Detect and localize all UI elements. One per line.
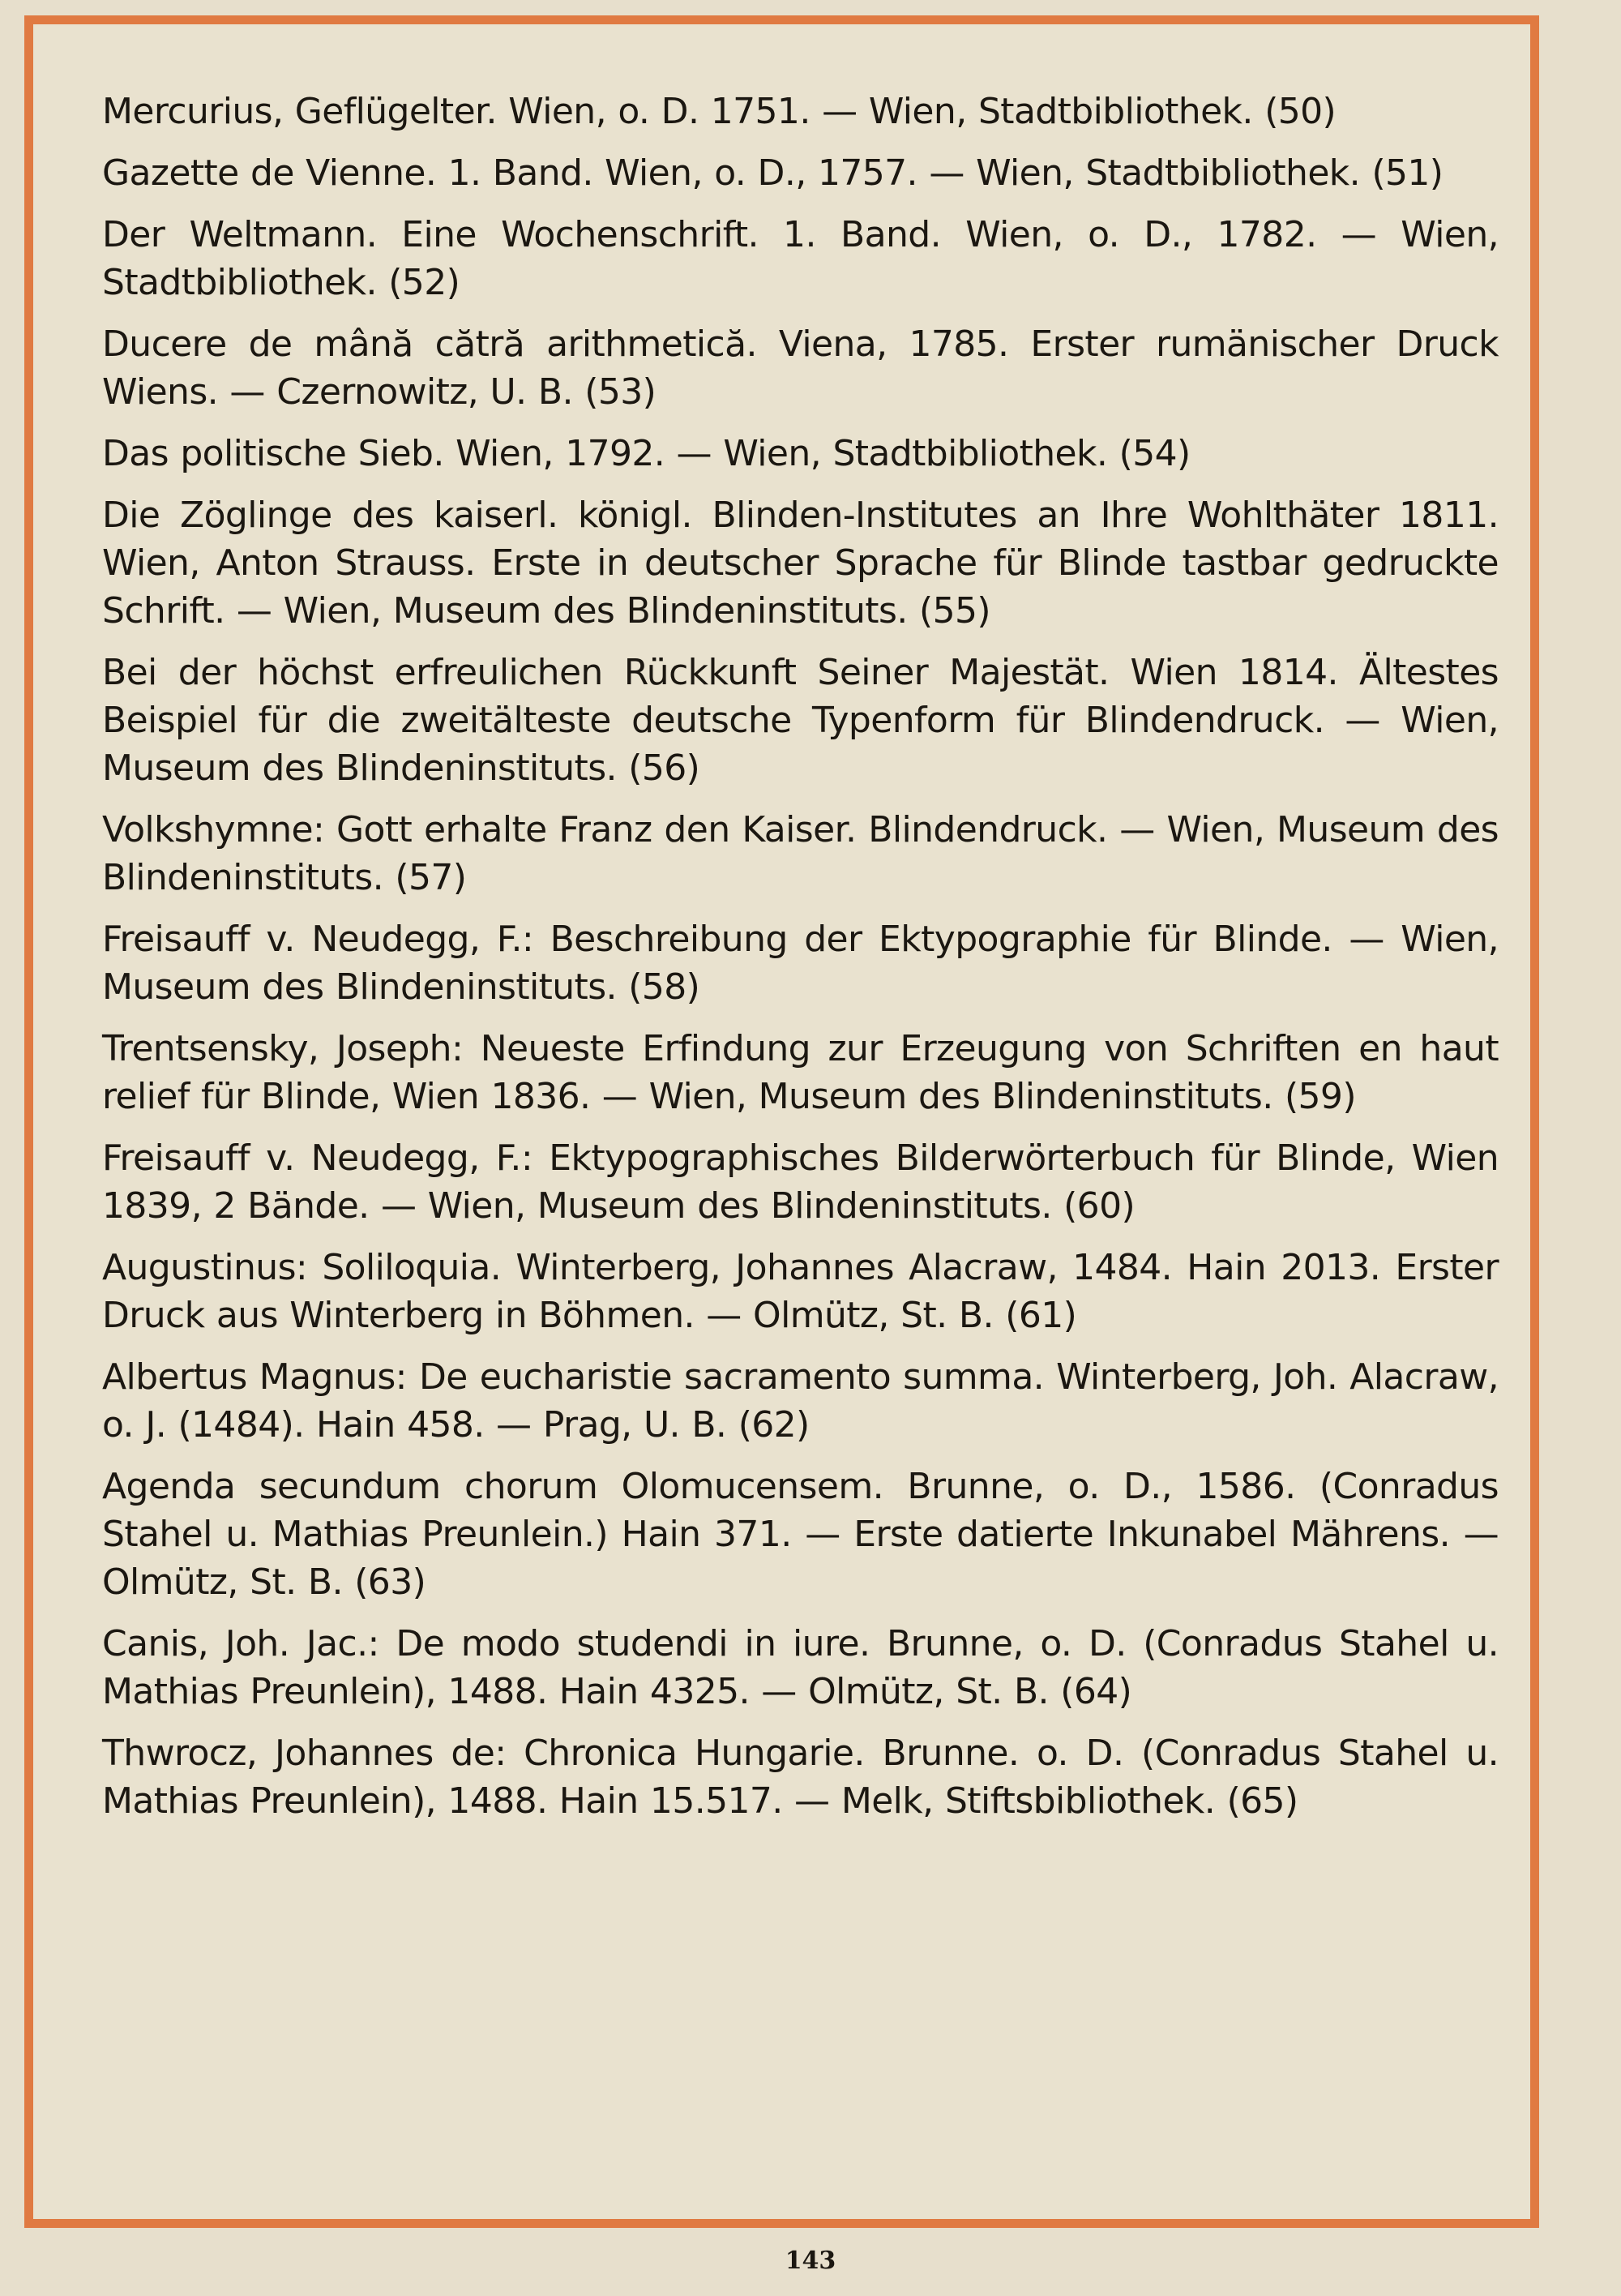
- catalog-entry: Thwrocz, Johannes de: Chronica Hungarie. Brunne. o. D. (Conradus Stahel u. Mathias Preunlein), 1488. Hain 15.517. — Melk, Stiftsbibliothek. (65): [102, 1733, 1499, 1822]
- catalog-entry: Die Zöglinge des kaiserl. königl. Blinden-Institutes an Ihre Wohlthäter 1811. Wien, Anton Strauss. Erste in deutscher Sprache für Blinde tastbar gedruckte Schrift. — Wien, Museum des Blindeninstituts. (55): [102, 495, 1499, 632]
- catalog-entry: Bei der höchst erfreulichen Rückkunft Seiner Majestät. Wien 1814. Ältestes Beispiel für die zweitälteste deutsche Typenform für Blindendruck. — Wien, Museum des Blindeninstituts. (56): [102, 652, 1499, 789]
- catalog-entry: Gazette de Vienne. 1. Band. Wien, o. D., 1757. — Wien, Stadtbibliothek. (51): [102, 152, 1444, 194]
- catalog-entry: Der Weltmann. Eine Wochenschrift. 1. Band. Wien, o. D., 1782. — Wien, Stadtbibliothek. (52): [102, 214, 1499, 303]
- page-number: 143: [785, 2247, 836, 2275]
- page-frame: [24, 15, 1539, 2228]
- catalog-entry: Canis, Joh. Jac.: De modo studendi in iure. Brunne, o. D. (Conradus Stahel u. Mathias Preunlein), 1488. Hain 4325. — Olmütz, St. B. (64): [102, 1623, 1499, 1712]
- catalog-entry: Freisauff v. Neudegg, F.: Beschreibung der Ektypographie für Blinde. — Wien, Museum des Blindeninstituts. (58): [102, 919, 1499, 1008]
- catalog-entry: Ducere de mână cătră arithmetică. Viena, 1785. Erster rumänischer Druck Wiens. — Czernowitz, U. B. (53): [102, 323, 1499, 413]
- catalog-entry: Augustinus: Soliloquia. Winterberg, Johannes Alacraw, 1484. Hain 2013. Erster Druck aus Winterberg in Böhmen. — Olmütz, St. B. (61): [102, 1247, 1499, 1336]
- catalog-entry: Volkshymne: Gott erhalte Franz den Kaiser. Blindendruck. — Wien, Museum des Blindeninstituts. (57): [102, 809, 1499, 898]
- catalog-entry: Albertus Magnus: De eucharistie sacramento summa. Winterberg, Joh. Alacraw, o. J. (1484). Hain 458. — Prag, U. B. (62): [102, 1356, 1499, 1446]
- catalog-entry: Agenda secundum chorum Olomucensem. Brunne, o. D., 1586. (Conradus Stahel u. Mathias Preunlein.) Hain 371. — Erste datierte Inkunabel Mährens. — Olmütz, St. B. (63): [102, 1466, 1499, 1603]
- catalog-entry: Das politische Sieb. Wien, 1792. — Wien, Stadtbibliothek. (54): [102, 433, 1191, 474]
- catalog-entries: [102, 88, 1499, 1839]
- catalog-entry: Mercurius, Geflügelter. Wien, o. D. 1751. — Wien, Stadtbibliothek. (50): [102, 91, 1337, 132]
- catalog-entry: Freisauff v. Neudegg, F.: Ektypographisches Bilderwörterbuch für Blinde, Wien 1839, 2 Bände. — Wien, Museum des Blindeninstituts. (60): [102, 1137, 1499, 1227]
- catalog-entry: Trentsensky, Joseph: Neueste Erfindung zur Erzeugung von Schriften en haut relief für Blinde, Wien 1836. — Wien, Museum des Blindeninstituts. (59): [102, 1028, 1499, 1117]
